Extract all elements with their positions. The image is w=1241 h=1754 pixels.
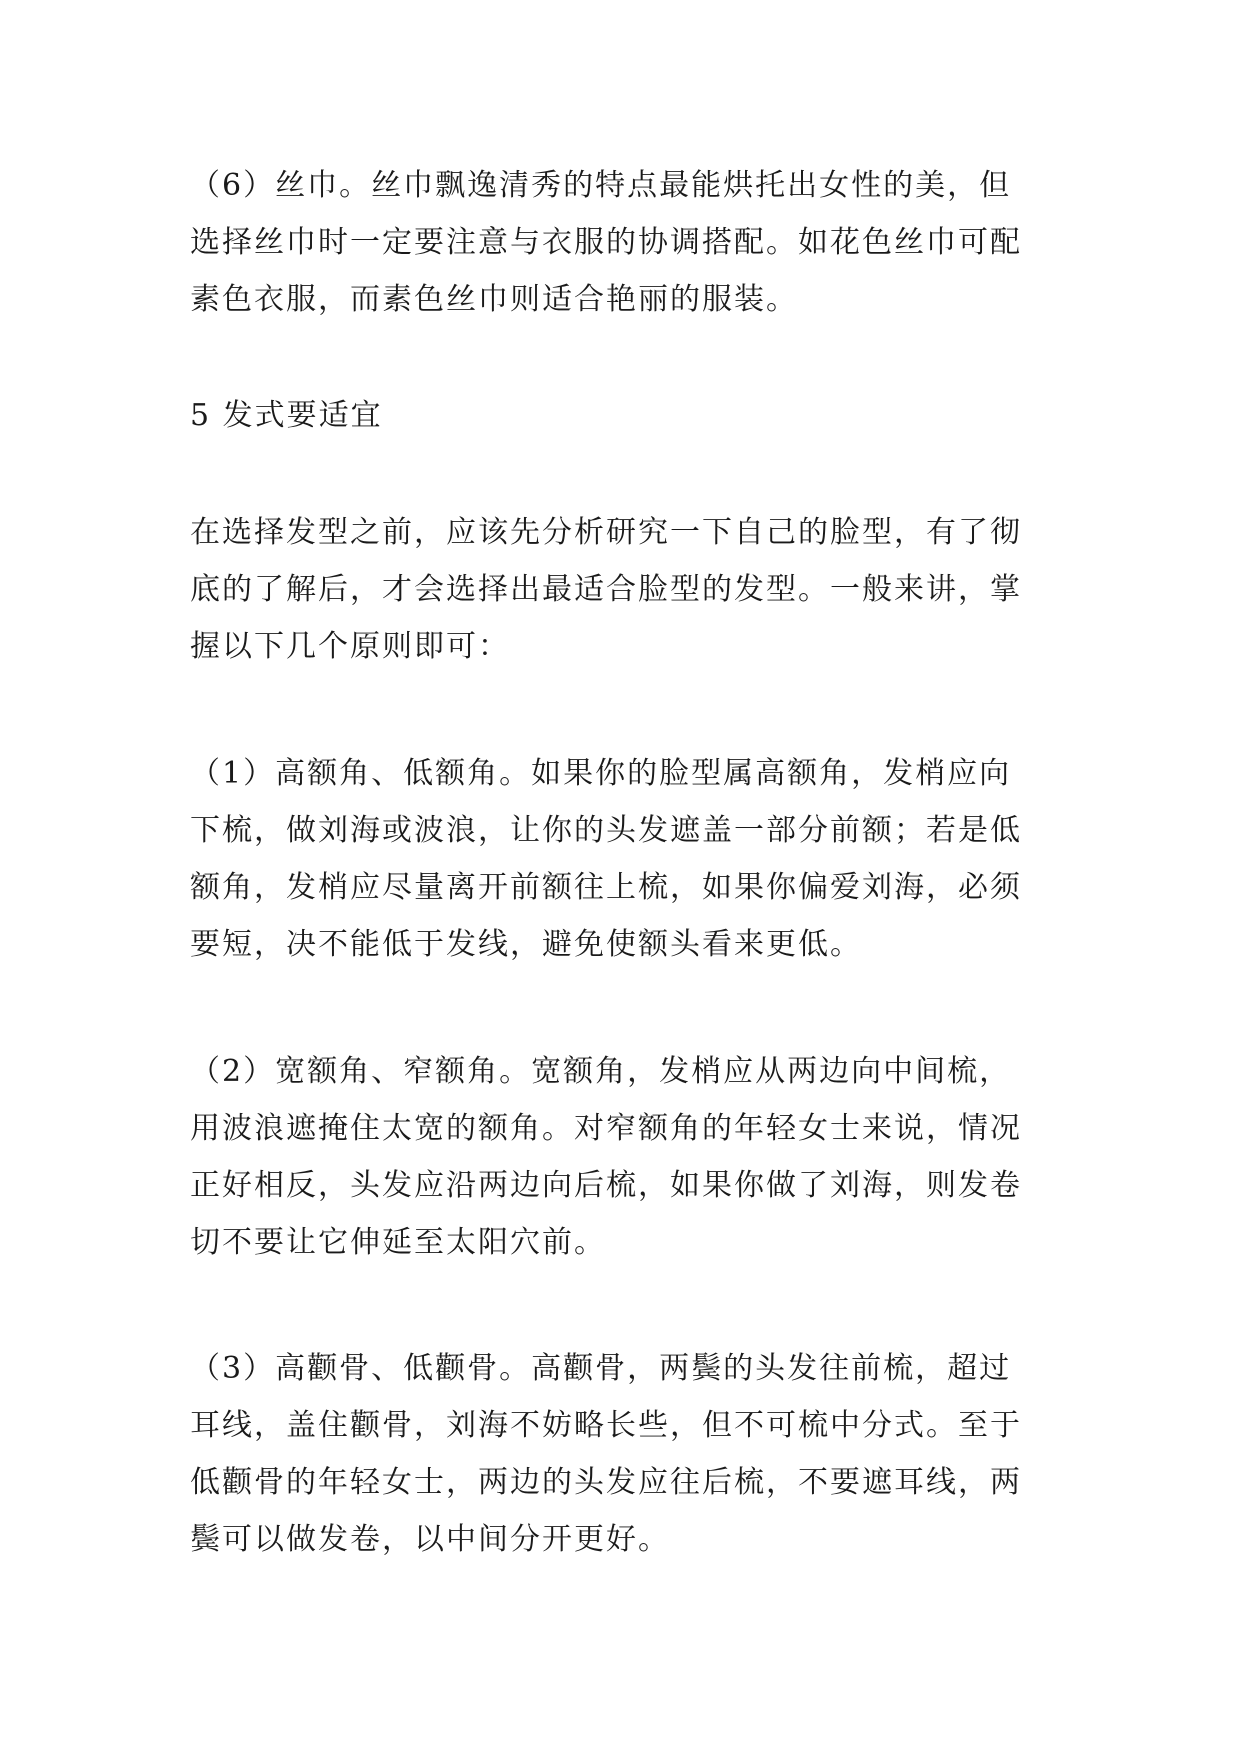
text-line: （6）丝巾。丝巾飘逸清秀的特点最能烘托出女性的美，但 [190, 168, 1012, 203]
text-line: 额角，发梢应尽量离开前额往上梳，如果你偏爱刘海，必须 [190, 870, 1022, 905]
text-line: 切不要让它伸延至太阳穴前。 [190, 1225, 606, 1260]
text-line: 底的了解后，才会选择出最适合脸型的发型。一般来讲，掌 [190, 572, 1022, 607]
paragraph-forehead-height [190, 745, 1058, 973]
text-line: 耳线，盖住颧骨，刘海不妨略长些，但不可梳中分式。至于 [190, 1408, 1022, 1443]
text-line: 鬓可以做发卷，以中间分开更好。 [190, 1522, 670, 1557]
paragraph-forehead-width [190, 1043, 1058, 1271]
text-line: 下梳，做刘海或波浪，让你的头发遮盖一部分前额；若是低 [190, 813, 1022, 848]
text-line: （1）高额角、低额角。如果你的脸型属高额角，发梢应向 [190, 756, 1012, 791]
section-heading-text: 5 发式要适宜 [190, 398, 383, 433]
text-line: （2）宽额角、窄额角。宽额角，发梢应从两边向中间梳， [190, 1054, 1012, 1089]
text-line: 选择丝巾时一定要注意与衣服的协调搭配。如花色丝巾可配 [190, 225, 1022, 260]
paragraph-hairstyle-intro [190, 504, 1058, 675]
text-line: （3）高颧骨、低颧骨。高颧骨，两鬓的头发往前梳，超过 [190, 1351, 1012, 1386]
text-line: 正好相反，头发应沿两边向后梳，如果你做了刘海，则发卷 [190, 1168, 1022, 1203]
text-line: 低颧骨的年轻女士，两边的头发应往后梳，不要遮耳线，两 [190, 1465, 1022, 1500]
section-heading [190, 387, 383, 444]
text-line: 握以下几个原则即可： [190, 629, 510, 664]
text-line: 用波浪遮掩住太宽的额角。对窄额角的年轻女士来说，情况 [190, 1111, 1022, 1146]
paragraph-cheekbones [190, 1340, 1058, 1568]
paragraph-silk-scarf [190, 157, 1058, 328]
text-line: 在选择发型之前，应该先分析研究一下自己的脸型，有了彻 [190, 515, 1022, 550]
text-line: 素色衣服，而素色丝巾则适合艳丽的服装。 [190, 282, 798, 317]
text-line: 要短，决不能低于发线，避免使额头看来更低。 [190, 927, 862, 962]
